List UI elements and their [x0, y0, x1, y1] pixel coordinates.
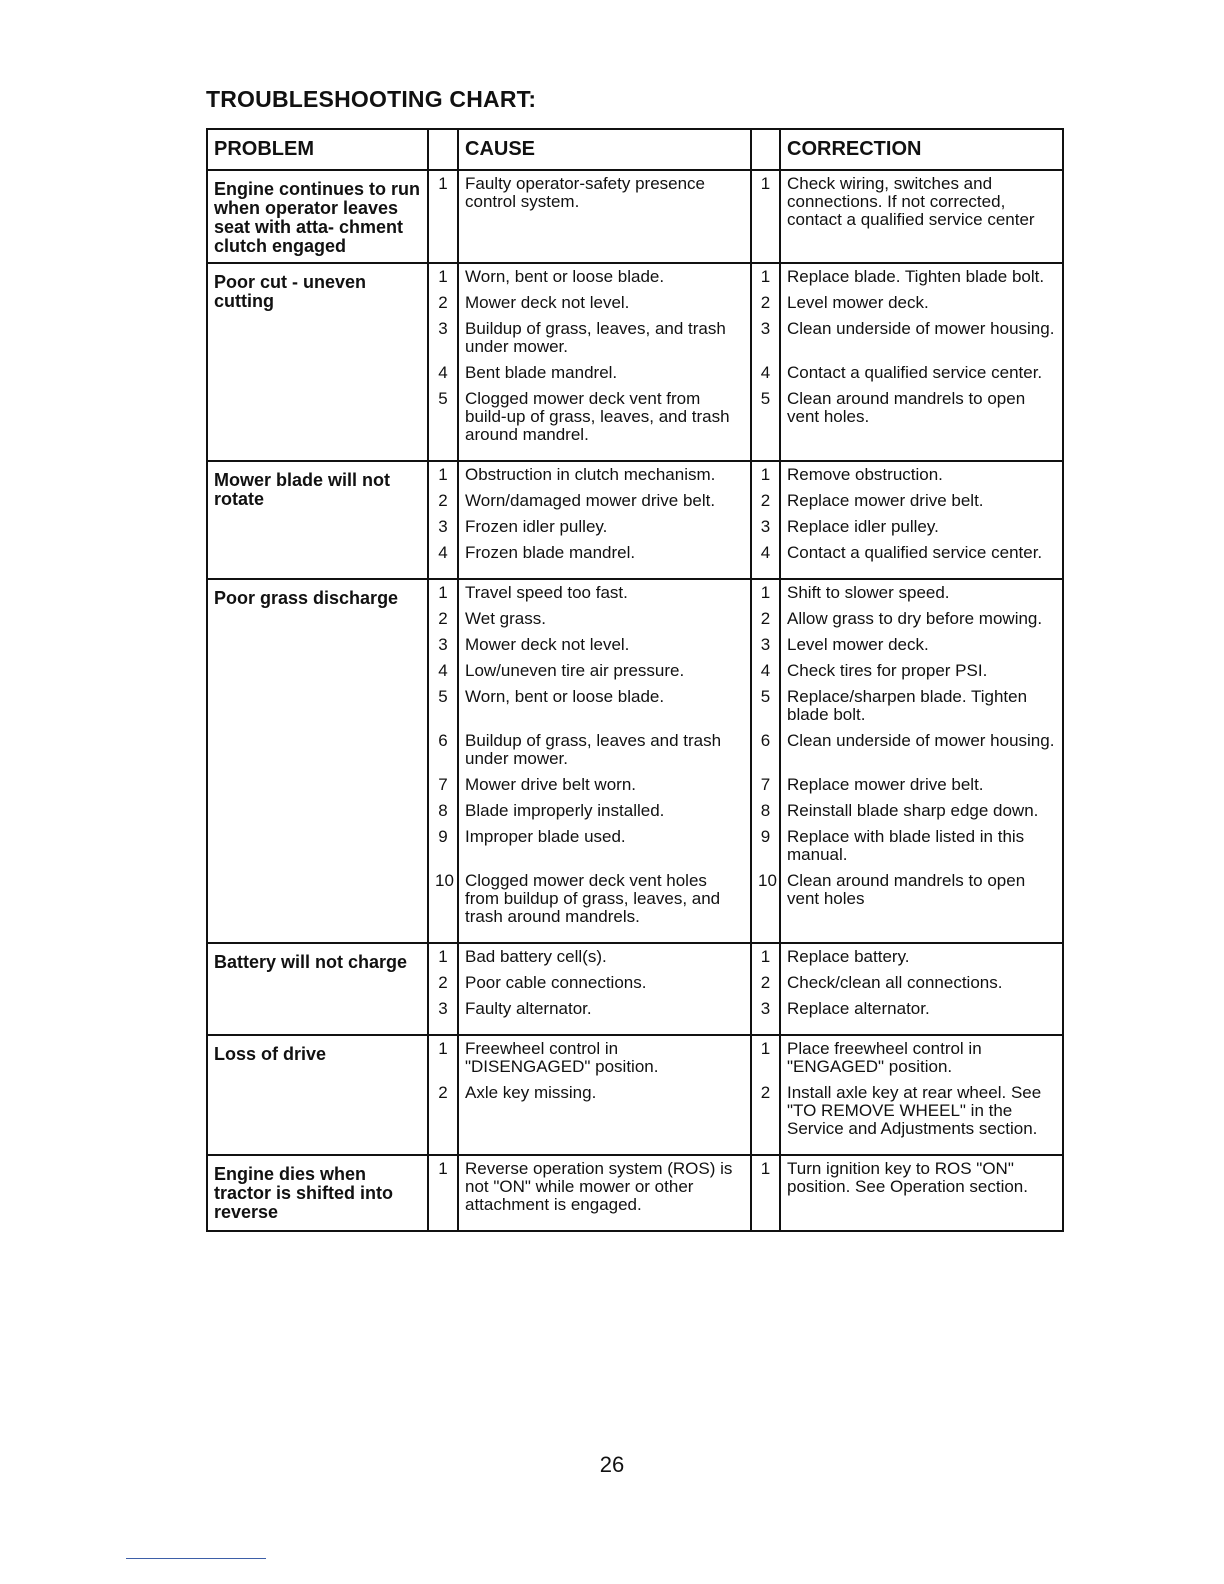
cause-number: 3: [438, 635, 448, 654]
cause-number: 1: [438, 947, 448, 966]
problem-cell: Engine continues to run when operator leaves seat with atta- chment clutch engaged: [207, 170, 428, 263]
correction-item: Replace with blade listed in this manual.: [787, 827, 1025, 864]
cause-number: 5: [438, 389, 448, 408]
correction-number: 4: [760, 661, 771, 680]
header-correction-number: [751, 129, 780, 170]
cause-number: 4: [438, 363, 448, 382]
correction-item: Allow grass to dry before mowing.: [787, 609, 1043, 628]
cause-number-cell: [428, 1155, 458, 1231]
cause-number: 2: [438, 1083, 448, 1102]
cause-number: 2: [438, 491, 448, 510]
correction-number: 3: [760, 999, 771, 1018]
correction-item: Replace/sharpen blade. Tighten blade bolt.: [787, 687, 1028, 724]
problem-cell: Mower blade will not rotate: [207, 461, 428, 579]
cause-item: Improper blade used.: [465, 827, 626, 846]
cause-item: Buildup of grass, leaves, and trash under mower.: [465, 319, 726, 356]
cause-number: 1: [438, 1159, 448, 1178]
table-row: [207, 170, 1063, 263]
correction-number: 2: [760, 293, 771, 312]
cause-number: 1: [438, 1039, 448, 1058]
cause-number: 4: [438, 543, 448, 562]
correction-item: Place freewheel control in "ENGAGED" position.: [787, 1039, 982, 1076]
cause-number-cell: [428, 943, 458, 1035]
correction-item: Level mower deck.: [787, 635, 929, 654]
cause-item: Wet grass.: [465, 609, 546, 628]
cause-number: 3: [438, 517, 448, 536]
correction-item: Replace idler pulley.: [787, 517, 939, 536]
cause-item: Worn, bent or loose blade.: [465, 687, 665, 706]
cause-number: 1: [438, 465, 448, 484]
cause-number: 4: [438, 661, 448, 680]
correction-item: Remove obstruction.: [787, 465, 943, 484]
cause-cell: [458, 943, 751, 1035]
correction-item: Replace battery.: [787, 947, 910, 966]
correction-number-cell: [751, 943, 780, 1035]
correction-item: Level mower deck.: [787, 293, 929, 312]
correction-cell: [780, 461, 1063, 579]
correction-item: Contact a qualified service center.: [787, 363, 1043, 382]
correction-item: Contact a qualified service center.: [787, 543, 1043, 562]
correction-item: Reinstall blade sharp edge down.: [787, 801, 1039, 820]
cause-number-cell: [428, 263, 458, 461]
correction-number: 1: [760, 174, 771, 193]
correction-cell: [780, 263, 1063, 461]
page-number: 26: [599, 1452, 625, 1477]
problem-cell: Poor cut - uneven cutting: [207, 263, 428, 461]
correction-number: 1: [760, 1159, 771, 1178]
correction-number-cell: [751, 461, 780, 579]
cause-item: Faulty operator-safety presence control system.: [465, 174, 706, 211]
cause-number: 2: [438, 609, 448, 628]
cause-number-cell: [428, 461, 458, 579]
table-row: [207, 1035, 1063, 1155]
cause-item: Low/uneven tire air pressure.: [465, 661, 685, 680]
cause-cell: [458, 170, 751, 263]
correction-number-cell: [751, 579, 780, 943]
correction-cell: [780, 1035, 1063, 1155]
correction-number: 5: [760, 687, 771, 706]
cause-number: 3: [438, 319, 448, 338]
header-problem: PROBLEM: [207, 129, 428, 170]
problem-cell: Battery will not charge: [207, 943, 428, 1035]
correction-number: 1: [760, 947, 771, 966]
cause-item: Clogged mower deck vent holes from buildup of grass, leaves, and trash around mandrels.: [465, 871, 721, 926]
cause-item: Axle key missing.: [465, 1083, 597, 1102]
problem-cell: Engine dies when tractor is shifted into reverse: [207, 1155, 428, 1231]
correction-number-cell: [751, 263, 780, 461]
table-row: [207, 943, 1063, 1035]
cause-item: Worn, bent or loose blade.: [465, 267, 665, 286]
correction-number: 2: [760, 973, 771, 992]
cause-item: Frozen idler pulley.: [465, 517, 608, 536]
cause-item: Mower deck not level.: [465, 635, 630, 654]
cause-item: Freewheel control in "DISENGAGED" position.: [465, 1039, 659, 1076]
correction-number: 2: [760, 609, 771, 628]
correction-item: Check tires for proper PSI.: [787, 661, 988, 680]
table-header-row: [207, 129, 1063, 170]
correction-item: Clean underside of mower housing.: [787, 731, 1055, 750]
cause-item: Bad battery cell(s).: [465, 947, 607, 966]
correction-number: 2: [760, 491, 771, 510]
table-row: [207, 461, 1063, 579]
cause-number: 1: [438, 267, 448, 286]
cause-item: Travel speed too fast.: [465, 583, 628, 602]
page-title: TROUBLESHOOTING CHART:: [206, 86, 537, 112]
correction-number: 3: [760, 517, 771, 536]
correction-item: Turn ignition key to ROS "ON" position. See Operation section.: [787, 1159, 1028, 1196]
cause-item: Poor cable connections.: [465, 973, 647, 992]
correction-number-cell: [751, 170, 780, 263]
correction-number: 3: [760, 319, 771, 338]
correction-number: 1: [760, 465, 771, 484]
cause-number: 5: [438, 687, 448, 706]
correction-number: 8: [760, 801, 771, 820]
cause-number-cell: [428, 1035, 458, 1155]
cause-cell: [458, 461, 751, 579]
correction-item: Clean around mandrels to open vent holes: [787, 871, 1026, 908]
correction-number-cell: [751, 1035, 780, 1155]
correction-number-cell: [751, 1155, 780, 1231]
correction-number: 10: [758, 871, 777, 890]
correction-number: 1: [760, 1039, 771, 1058]
troubleshooting-table: [206, 128, 1064, 1232]
correction-number: 3: [760, 635, 771, 654]
correction-number: 6: [760, 731, 771, 750]
cause-cell: [458, 263, 751, 461]
correction-cell: [780, 170, 1063, 263]
cause-number: 9: [438, 827, 448, 846]
correction-item: Replace alternator.: [787, 999, 930, 1018]
correction-number: 4: [760, 363, 771, 382]
cause-item: Frozen blade mandrel.: [465, 543, 636, 562]
table-row: [207, 579, 1063, 943]
problem-cell: Poor grass discharge: [207, 579, 428, 943]
header-cause: CAUSE: [458, 129, 751, 170]
cause-cell: [458, 1035, 751, 1155]
cause-item: Reverse operation system (ROS) is not "ON" while mower or other attachment is engaged.: [465, 1159, 733, 1214]
cause-number: 10: [435, 871, 454, 890]
correction-number: 1: [760, 583, 771, 602]
cause-item: Faulty alternator.: [465, 999, 592, 1018]
correction-number: 7: [760, 775, 771, 794]
cause-item: Obstruction in clutch mechanism.: [465, 465, 716, 484]
cause-number: 3: [438, 999, 448, 1018]
cause-cell: [458, 579, 751, 943]
correction-cell: [780, 579, 1063, 943]
table-row: [207, 1155, 1063, 1231]
correction-item: Shift to slower speed.: [787, 583, 950, 602]
correction-item: Clean underside of mower housing.: [787, 319, 1055, 338]
header-correction: CORRECTION: [780, 129, 1063, 170]
cause-number: 1: [438, 174, 448, 193]
cause-item: Blade improperly installed.: [465, 801, 665, 820]
cause-number: 2: [438, 973, 448, 992]
cause-number: 7: [438, 775, 448, 794]
correction-item: Replace mower drive belt.: [787, 775, 984, 794]
cause-item: Mower deck not level.: [465, 293, 630, 312]
cause-number-cell: [428, 579, 458, 943]
table-body: [207, 170, 1063, 1231]
cause-item: Worn/damaged mower drive belt.: [465, 491, 716, 510]
cause-item: Bent blade mandrel.: [465, 363, 618, 382]
footnote-rule: [126, 1558, 266, 1559]
table-row: [207, 263, 1063, 461]
cause-number-cell: [428, 170, 458, 263]
cause-number: 8: [438, 801, 448, 820]
cause-cell: [458, 1155, 751, 1231]
cause-item: Buildup of grass, leaves and trash under mower.: [465, 731, 722, 768]
correction-number: 4: [760, 543, 771, 562]
header-cause-number: [428, 129, 458, 170]
correction-item: Check/clean all connections.: [787, 973, 1003, 992]
correction-number: 1: [760, 267, 771, 286]
correction-number: 5: [760, 389, 771, 408]
correction-number: 9: [760, 827, 771, 846]
cause-number: 2: [438, 293, 448, 312]
problem-cell: Loss of drive: [207, 1035, 428, 1155]
correction-item: Clean around mandrels to open vent holes.: [787, 389, 1026, 426]
correction-item: Replace blade. Tighten blade bolt.: [787, 267, 1045, 286]
cause-item: Mower drive belt worn.: [465, 775, 637, 794]
correction-cell: [780, 1155, 1063, 1231]
correction-number: 2: [760, 1083, 771, 1102]
correction-item: Check wiring, switches and connections. If not corrected, contact a qualified service center: [787, 174, 1035, 229]
cause-number: 1: [438, 583, 448, 602]
correction-item: Replace mower drive belt.: [787, 491, 984, 510]
cause-item: Clogged mower deck vent from build-up of grass, leaves, and trash around mandrel.: [465, 389, 730, 444]
correction-cell: [780, 943, 1063, 1035]
correction-item: Install axle key at rear wheel. See "TO REMOVE WHEEL" in the Service and Adjustments section.: [787, 1083, 1042, 1138]
cause-number: 6: [438, 731, 448, 750]
